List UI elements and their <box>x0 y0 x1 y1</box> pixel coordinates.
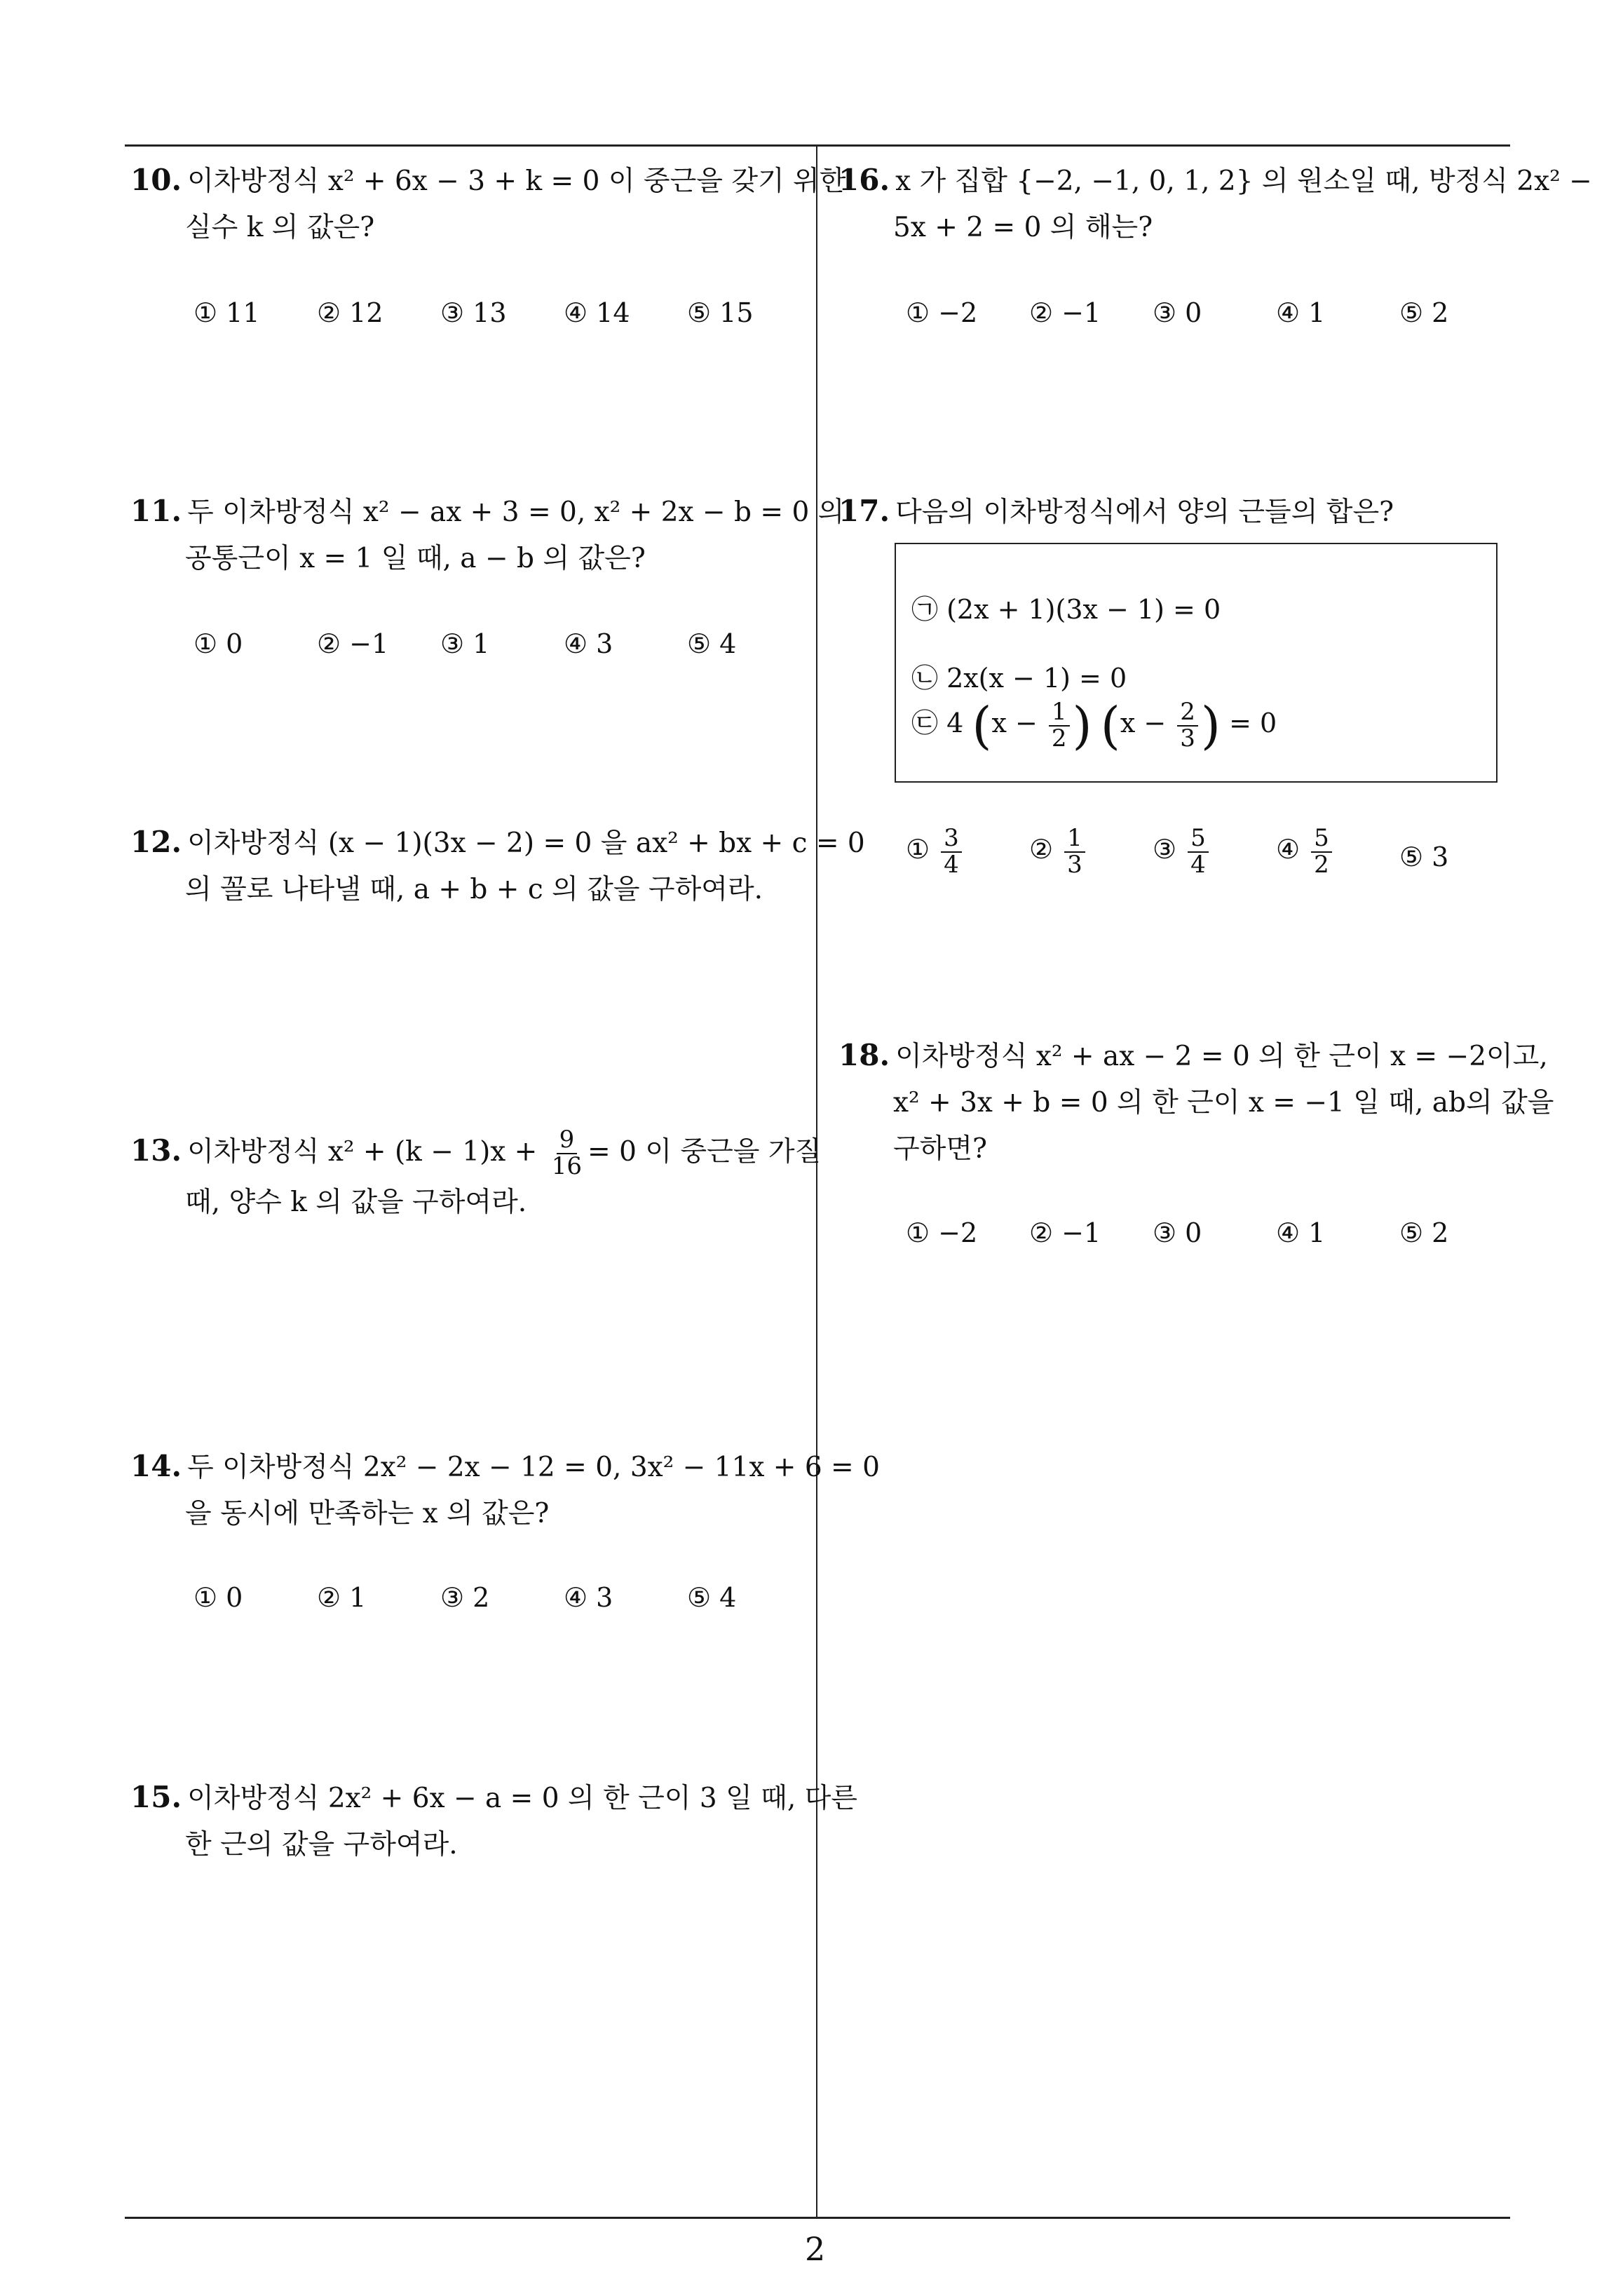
question-18 <box>838 1032 1554 1173</box>
question-number: 18. <box>838 1038 890 1072</box>
choice-3[interactable]: ③ $\frac{5}{4}$ <box>1153 826 1211 877</box>
question-text: 이차방정식 x² + ax − 2 = 0 의 한 근이 x = −2이고, <box>895 1041 1548 1072</box>
question-17 <box>838 488 1394 536</box>
choice-5[interactable]: ⑤ 2 <box>1399 1217 1449 1248</box>
choice-1[interactable]: ① −2 <box>906 297 978 328</box>
question-text: 이차방정식 2x² + 6x − a = 0 의 한 근이 3 일 때, 다른 <box>187 1783 857 1814</box>
question-text: = 0 이 중근을 가질 <box>588 1136 822 1168</box>
choice-4[interactable]: ④ 3 <box>564 1582 613 1613</box>
choice-2[interactable]: ② 1 <box>317 1582 367 1613</box>
question-text: 한 근의 값을 구하여라. <box>185 1829 458 1861</box>
choice-5[interactable]: ⑤ 3 <box>1399 842 1449 872</box>
question-number: 11. <box>130 494 182 528</box>
choice-1[interactable]: ① 0 <box>193 628 243 659</box>
choice-4[interactable]: ④ 14 <box>564 297 630 328</box>
choice-5[interactable]: ⑤ 15 <box>687 297 754 328</box>
question-text: 의 꼴로 나타낼 때, a + b + c 의 값을 구하여라. <box>185 874 763 905</box>
question-text: 두 이차방정식 x² − ax + 3 = 0, x² + 2x − b = 0 의 <box>187 497 845 528</box>
equation-a: ㉠ (2x + 1)(3x − 1) = 0 <box>911 594 1221 625</box>
question-text: 때, 양수 k 의 값을 구하여라. <box>185 1186 527 1218</box>
equation-c: ㉢ 4 (x − $\frac{1}{2}$ ) (x − $\frac{2}{3}$ ) = 0 <box>911 696 1277 755</box>
choice-5[interactable]: ⑤ 4 <box>687 1582 737 1613</box>
choice-2[interactable]: ② −1 <box>317 628 389 659</box>
fraction: $\frac{1}{2}$ <box>1049 700 1070 751</box>
choice-3[interactable]: ③ 1 <box>440 628 490 659</box>
question-number: 10. <box>130 163 182 197</box>
question-number: 17. <box>838 494 890 528</box>
question-number: 14. <box>130 1449 182 1483</box>
choice-1[interactable]: ① 11 <box>193 297 260 328</box>
question-text: 공통근이 x = 1 일 때, a − b 의 값은? <box>185 543 646 574</box>
top-rule <box>125 144 1510 147</box>
question-text: 이차방정식 x² + 6x − 3 + k = 0 이 중근을 갖기 위한 <box>187 166 846 197</box>
question-number: 15. <box>130 1780 182 1814</box>
question-text: 이차방정식 x² + (k − 1)x + <box>187 1136 538 1168</box>
choice-2[interactable]: ② −1 <box>1029 1217 1101 1248</box>
question-text: 구하면? <box>893 1133 987 1165</box>
choice-2[interactable]: ② 12 <box>317 297 383 328</box>
choice-5[interactable]: ⑤ 4 <box>687 628 737 659</box>
choice-2[interactable]: ② −1 <box>1029 297 1101 328</box>
bottom-rule <box>125 2217 1510 2219</box>
question-text: 다음의 이차방정식에서 양의 근들의 합은? <box>895 497 1394 528</box>
equation-b: ㉡ 2x(x − 1) = 0 <box>911 663 1127 694</box>
question-13 <box>130 1128 821 1226</box>
choice-1[interactable]: ① 0 <box>193 1582 243 1613</box>
question-14 <box>130 1443 880 1537</box>
equation-box <box>895 543 1498 783</box>
question-text: 을 동시에 만족하는 x 의 값은? <box>185 1498 550 1529</box>
fraction: $\frac{9}{16}$ <box>551 1126 583 1180</box>
choice-5[interactable]: ⑤ 2 <box>1399 297 1449 328</box>
question-text: x² + 3x + b = 0 의 한 근이 x = −1 일 때, ab의 값을 <box>893 1087 1554 1119</box>
choice-1[interactable]: ① $\frac{3}{4}$ <box>906 826 965 877</box>
choice-4[interactable]: ④ 1 <box>1276 297 1326 328</box>
question-number: 12. <box>130 825 182 859</box>
question-text: x 가 집합 {−2, −1, 0, 1, 2} 의 원소일 때, 방정식 2x² − <box>895 166 1592 197</box>
fraction: $\frac{2}{3}$ <box>1177 700 1198 751</box>
choice-4[interactable]: ④ 1 <box>1276 1217 1326 1248</box>
question-10 <box>130 157 846 251</box>
choice-2[interactable]: ② $\frac{1}{3}$ <box>1029 826 1088 877</box>
question-15 <box>130 1774 857 1868</box>
choice-3[interactable]: ③ 0 <box>1153 297 1202 328</box>
question-number: 16. <box>838 163 890 197</box>
choice-3[interactable]: ③ 0 <box>1153 1217 1202 1248</box>
question-text: 이차방정식 (x − 1)(3x − 2) = 0 을 ax² + bx + c = 0 <box>187 828 865 859</box>
question-text: 두 이차방정식 2x² − 2x − 12 = 0, 3x² − 11x + 6 = 0 <box>187 1452 880 1483</box>
choice-4[interactable]: ④ 3 <box>564 628 613 659</box>
question-16 <box>838 157 1592 251</box>
question-text: 실수 k 의 값은? <box>185 212 375 243</box>
question-11 <box>130 488 844 582</box>
question-text: 5x + 2 = 0 의 해는? <box>893 212 1153 243</box>
page-number: 2 <box>805 2230 826 2268</box>
question-number: 13. <box>130 1133 182 1168</box>
choice-4[interactable]: ④ $\frac{5}{2}$ <box>1276 826 1335 877</box>
choice-3[interactable]: ③ 2 <box>440 1582 490 1613</box>
choice-1[interactable]: ① −2 <box>906 1217 978 1248</box>
choice-3[interactable]: ③ 13 <box>440 297 507 328</box>
question-12 <box>130 819 865 913</box>
